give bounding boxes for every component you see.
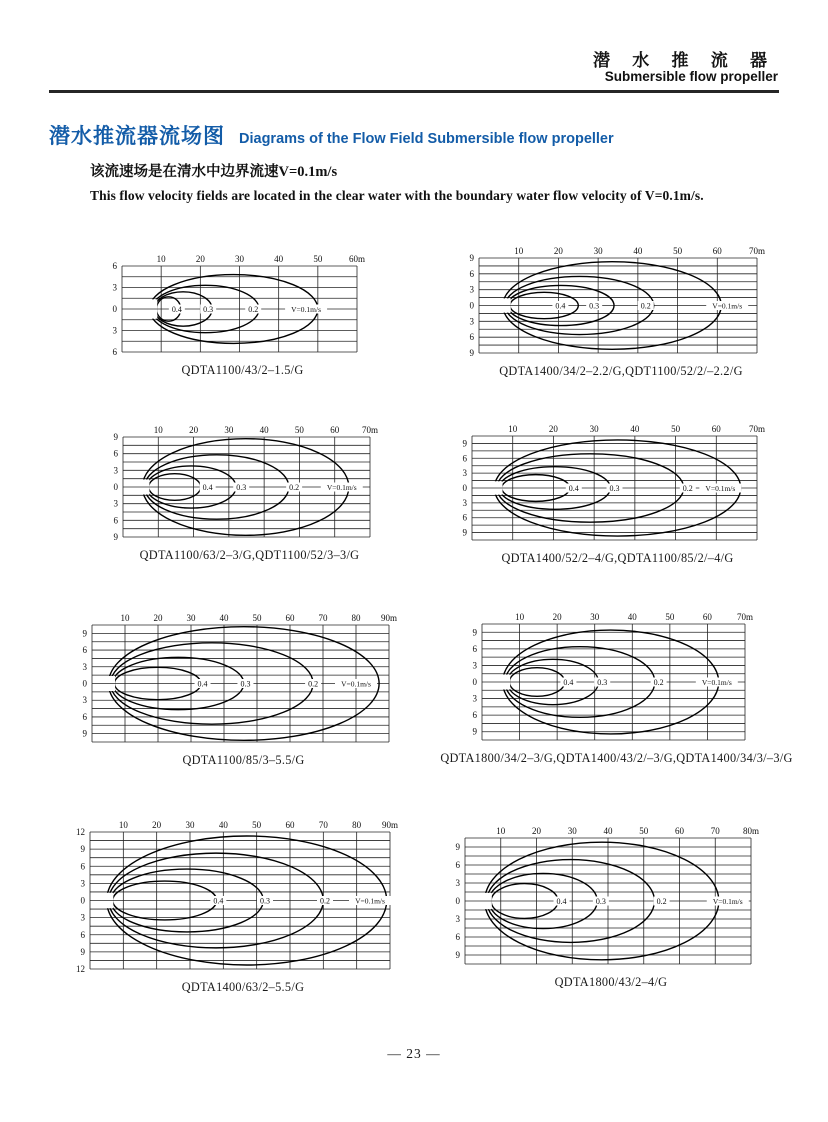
flow-field-chart-5 — [70, 609, 417, 768]
y-tick-label: 9 — [462, 527, 467, 538]
contour-label: V=0.1m/s — [355, 896, 385, 906]
x-tick-label: 40 — [603, 826, 613, 836]
x-tick-label: 50 — [252, 613, 262, 623]
x-tick-label: 20 — [152, 820, 162, 830]
y-tick-label: 3 — [113, 498, 118, 509]
header-title-cn: 潜 水 推 流 器 — [593, 51, 776, 70]
y-tick-label: 0 — [112, 304, 117, 314]
y-tick-label: 0 — [80, 895, 85, 906]
contour-label: 0.4 — [568, 484, 579, 493]
x-tick-label: 20 — [532, 826, 541, 836]
contour-label: V=0.1m/s — [712, 301, 743, 311]
chart-canvas — [450, 420, 785, 543]
y-tick-label: 6 — [113, 448, 118, 459]
x-tick-label: 60 — [330, 425, 340, 435]
x-tick-label: 80 — [352, 820, 362, 830]
x-tick-label: 70 — [318, 613, 328, 623]
y-tick-label: 6 — [80, 861, 85, 872]
y-tick-label: 0 — [455, 896, 460, 906]
y-tick-label: 12 — [76, 964, 85, 972]
y-tick-label: 6 — [82, 645, 87, 656]
x-tick-label: 20 — [153, 613, 163, 623]
chart-canvas — [100, 250, 385, 355]
contour-label: 0.2 — [308, 679, 319, 689]
contour-label: 0.3 — [595, 897, 606, 906]
x-tick-label: 30 — [567, 826, 577, 836]
section-title-en: Diagrams of the Flow Field Submersible flow propeller — [239, 131, 614, 147]
contour-label: 0.4 — [213, 896, 224, 906]
contour-label: V=0.1m/s — [341, 679, 371, 689]
y-tick-label: 3 — [113, 465, 118, 476]
x-tick-label: 70m — [736, 612, 754, 622]
y-tick-label: 6 — [469, 268, 474, 279]
contour-label: 0.4 — [556, 897, 567, 906]
y-tick-label: 9 — [113, 432, 118, 442]
y-tick-label: 9 — [82, 728, 87, 739]
section-title-cn: 潜水推流器流场图 — [49, 125, 225, 148]
x-tick-label: 70 — [318, 820, 328, 830]
x-tick-label: 30 — [224, 425, 234, 435]
y-tick-label: 3 — [82, 695, 87, 706]
chart-canvas — [101, 421, 398, 540]
y-tick-label: 9 — [455, 842, 460, 852]
x-tick-label: 40 — [633, 246, 643, 256]
x-tick-label: 70m — [361, 425, 379, 435]
y-tick-label: 3 — [472, 660, 477, 671]
contour-label: 0.2 — [248, 305, 259, 314]
y-tick-label: 0 — [462, 483, 467, 493]
y-tick-label: 9 — [472, 726, 477, 737]
contour-label: 0.3 — [589, 301, 600, 311]
y-tick-label: 0 — [113, 482, 118, 492]
chart-caption: QDTA1400/34/2–2.2/G,QDT1100/52/2/–2.2/G — [499, 364, 743, 378]
x-tick-label: 50 — [639, 826, 649, 836]
x-tick-label: 70 — [710, 826, 720, 836]
x-tick-label: 20 — [189, 425, 199, 435]
y-tick-label: 3 — [80, 878, 85, 889]
x-tick-label: 20 — [552, 612, 562, 622]
chart-canvas — [460, 608, 773, 743]
page-number: — 23 — — [387, 1046, 441, 1061]
contour-label: 0.3 — [240, 679, 251, 689]
y-tick-label: 3 — [80, 912, 85, 923]
x-tick-label: 30 — [235, 254, 244, 264]
x-tick-label: 40 — [218, 820, 228, 830]
y-tick-label: 9 — [469, 253, 474, 263]
x-tick-label: 10 — [496, 826, 506, 836]
y-tick-label: 3 — [472, 693, 477, 704]
contour-label: 0.3 — [260, 896, 270, 906]
x-tick-label: 10 — [515, 612, 525, 622]
x-tick-label: 40 — [259, 425, 269, 435]
y-tick-label: 9 — [455, 950, 460, 960]
section-title — [49, 120, 614, 150]
intro-line-cn: 该流速场是在清水中边界流速V=0.1m/s — [90, 164, 338, 180]
x-tick-label: 10 — [153, 425, 163, 435]
x-tick-label: 40 — [630, 424, 640, 434]
contour-label: V=0.1m/s — [291, 305, 322, 314]
chart-caption: QDTA1100/63/2–3/G,QDT1100/52/3–3/G — [139, 548, 360, 562]
x-tick-label: 10 — [120, 613, 130, 623]
x-tick-label: 50 — [671, 424, 681, 434]
y-tick-label: 3 — [455, 878, 460, 888]
x-tick-label: 10 — [514, 246, 524, 256]
y-tick-label: 6 — [112, 347, 117, 355]
x-tick-label: 60m — [348, 254, 366, 264]
contour-label: 0.2 — [682, 484, 693, 493]
chart-caption: QDTA1400/52/2–4/G,QDTA1100/85/2/–4/G — [501, 551, 734, 565]
y-tick-label: 3 — [462, 497, 467, 508]
contour-label: 0.4 — [197, 679, 208, 689]
y-tick-label: 6 — [455, 932, 460, 942]
y-tick-label: 6 — [472, 710, 477, 721]
flow-field-chart-1 — [100, 250, 385, 378]
chart-canvas — [443, 822, 779, 967]
flow-field-chart-2 — [457, 242, 785, 379]
x-tick-label: 60 — [712, 246, 722, 256]
contour-label: V=0.1m/s — [705, 484, 736, 493]
contour-label: 0.3 — [236, 483, 247, 492]
y-tick-label: 0 — [469, 300, 474, 311]
flow-field-chart-4 — [450, 420, 785, 566]
y-tick-label: 6 — [80, 929, 85, 940]
contour-label: 0.2 — [289, 483, 300, 492]
x-tick-label: 10 — [118, 820, 128, 830]
contour-label: 0.4 — [202, 483, 213, 492]
chart-caption: QDTA1800/43/2–4/G — [554, 975, 668, 989]
chart-caption: QDTA1100/85/3–5.5/G — [182, 753, 305, 767]
x-tick-label: 60 — [711, 424, 721, 434]
x-tick-label: 30 — [590, 612, 600, 622]
y-tick-label: 0 — [472, 677, 477, 687]
contour-label: V=0.1m/s — [701, 678, 732, 687]
flow-field-chart-7 — [68, 816, 418, 995]
contour-label: 0.3 — [597, 678, 608, 687]
x-tick-label: 60 — [285, 613, 295, 623]
x-tick-label: 10 — [508, 424, 518, 434]
y-tick-label: 6 — [472, 643, 477, 654]
x-tick-label: 20 — [548, 424, 558, 434]
header-rule — [49, 90, 779, 93]
x-tick-label: 60 — [702, 612, 712, 622]
chart-caption: QDTA1800/34/2–3/G,QDTA1400/43/2/–3/G,QDTA1400/34/3/–3/G — [440, 751, 793, 765]
y-tick-label: 6 — [112, 261, 117, 271]
contour-label: V=0.1m/s — [326, 483, 357, 492]
x-tick-label: 50 — [673, 246, 683, 256]
x-tick-label: 40 — [274, 254, 284, 264]
x-tick-label: 70m — [748, 246, 766, 256]
x-tick-label: 40 — [219, 613, 229, 623]
x-tick-label: 80m — [742, 826, 760, 836]
y-tick-label: 9 — [469, 348, 474, 356]
y-tick-label: 3 — [82, 661, 87, 672]
y-tick-label: 9 — [113, 532, 118, 540]
contour-label: 0.3 — [609, 484, 620, 493]
y-tick-label: 3 — [469, 284, 474, 295]
y-tick-label: 6 — [455, 860, 460, 870]
chart-canvas — [70, 609, 417, 745]
flow-field-chart-6 — [440, 608, 793, 766]
contour-label: 0.2 — [320, 896, 330, 906]
contour-label: 0.3 — [203, 305, 214, 314]
x-tick-label: 60 — [675, 826, 684, 836]
x-tick-label: 40 — [627, 612, 637, 622]
x-tick-label: 50 — [313, 254, 323, 264]
x-tick-label: 90m — [381, 820, 399, 830]
x-tick-label: 50 — [294, 425, 304, 435]
y-tick-label: 6 — [82, 711, 87, 722]
y-tick-label: 9 — [80, 946, 85, 957]
contour-label: 0.2 — [656, 897, 667, 906]
x-tick-label: 80 — [351, 613, 361, 623]
contour-label: 0.2 — [653, 678, 664, 687]
y-tick-label: 6 — [462, 512, 467, 523]
y-tick-label: 3 — [462, 468, 467, 479]
y-tick-label: 6 — [113, 515, 118, 526]
chart-canvas — [68, 816, 418, 972]
x-tick-label: 20 — [553, 246, 563, 256]
y-tick-label: 3 — [455, 914, 460, 924]
contour-label: 0.4 — [555, 301, 566, 311]
x-tick-label: 30 — [186, 613, 196, 623]
x-tick-label: 10 — [156, 254, 166, 264]
header-title-en: Submersible flow propeller — [604, 69, 778, 84]
y-tick-label: 12 — [76, 827, 85, 837]
x-tick-label: 30 — [593, 246, 603, 256]
y-tick-label: 3 — [112, 282, 117, 293]
x-tick-label: 90m — [380, 613, 398, 623]
flow-field-chart-8 — [443, 822, 779, 990]
y-tick-label: 9 — [462, 438, 467, 449]
y-tick-label: 0 — [82, 678, 87, 689]
x-tick-label: 20 — [195, 254, 205, 264]
y-tick-label: 3 — [469, 316, 474, 327]
contour-label: 0.4 — [171, 305, 182, 314]
intro-line-en: This flow velocity fields are located in the clear water with the boundary water flow velocity of V=0.1m/s. — [90, 188, 704, 203]
x-tick-label: 50 — [665, 612, 675, 622]
x-tick-label: 30 — [589, 424, 599, 434]
contour-label: V=0.1m/s — [712, 897, 743, 906]
y-tick-label: 9 — [472, 627, 477, 638]
y-tick-label: 9 — [80, 844, 85, 855]
x-tick-label: 50 — [252, 820, 262, 830]
x-tick-label: 70m — [748, 424, 766, 434]
contour-label: 0.4 — [563, 678, 574, 687]
flow-field-chart-3 — [101, 421, 398, 563]
chart-caption: QDTA1400/63/2–5.5/G — [181, 980, 305, 994]
x-tick-label: 30 — [185, 820, 195, 830]
y-tick-label: 6 — [469, 332, 474, 343]
chart-canvas — [457, 242, 785, 356]
y-tick-label: 3 — [112, 325, 117, 336]
contour-label: 0.2 — [640, 301, 651, 311]
chart-caption: QDTA1100/43/2–1.5/G — [181, 363, 304, 377]
y-tick-label: 9 — [82, 628, 87, 639]
y-tick-label: 6 — [462, 453, 467, 464]
x-tick-label: 60 — [285, 820, 295, 830]
